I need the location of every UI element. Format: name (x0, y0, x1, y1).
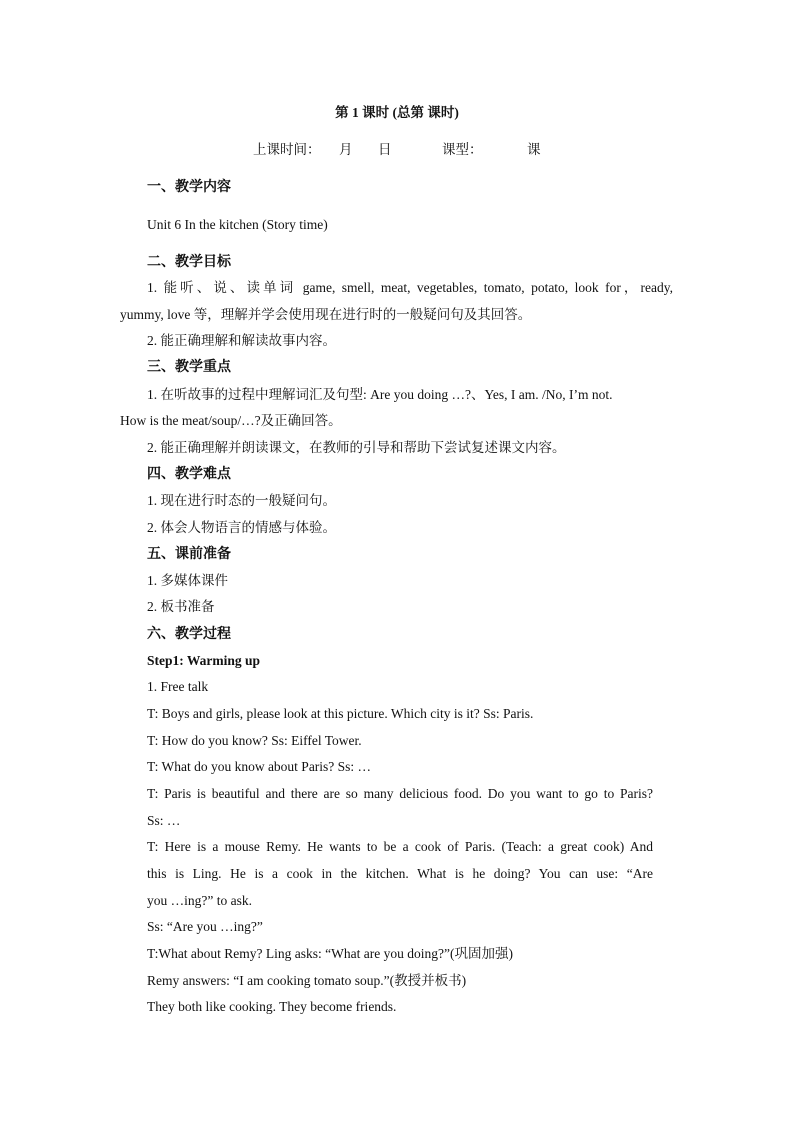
step1-heading: Step1: Warming up (147, 653, 261, 668)
dialogue-line: Remy answers: “I am cooking tomato soup.”(教授并板书) (147, 973, 467, 988)
lesson-type-suffix: 课 (527, 142, 541, 157)
goal-2: 2. 能正确理解和解读故事内容。 (147, 333, 336, 348)
month-label: 月 (339, 142, 353, 157)
key-1-line1: 1. 在听故事的过程中理解词汇及句型: Are you doing …?、Yes, I am. /No, I’m not. (147, 387, 613, 402)
difficulty-2: 2. 体会人物语言的情感与体验。 (147, 520, 336, 535)
section-heading-preparation: 五、课前准备 (147, 546, 231, 562)
section-heading-goals: 二、教学目标 (147, 254, 231, 270)
free-talk-label: 1. Free talk (147, 679, 209, 694)
dialogue-line: They both like cooking. They become friends. (147, 999, 397, 1014)
dialogue-line: T: Paris is beautiful and there are so many delicious food. Do you want to go to Paris? (147, 786, 653, 801)
prep-1: 1. 多媒体课件 (147, 573, 228, 588)
dialogue-line: this is Ling. He is a cook in the kitchen. What is he doing? You can use: “Are (147, 866, 653, 881)
lesson-type-label: 课型： (442, 142, 483, 157)
lesson-title: 第 1 课时 (总第 课时) (335, 105, 459, 120)
difficulty-1: 1. 现在进行时态的一般疑问句。 (147, 493, 336, 508)
section-heading-difficulties: 四、教学难点 (147, 466, 231, 482)
section-heading-process: 六、教学过程 (147, 626, 231, 642)
dialogue-line: T: Here is a mouse Remy. He wants to be a cook of Paris. (Teach: a great cook) And (147, 839, 653, 854)
dialogue-line: you …ing?” to ask. (147, 893, 252, 908)
key-1-line2: How is the meat/soup/…?及正确回答。 (120, 413, 342, 428)
dialogue-line: T:What about Remy? Ling asks: “What are you doing?”(巩固加强) (147, 946, 513, 961)
dialogue-line: Ss: … (147, 813, 181, 828)
section-heading-content: 一、教学内容 (147, 179, 231, 195)
section-heading-key-points: 三、教学重点 (147, 359, 231, 375)
dialogue-line: T: What do you know about Paris? Ss: … (147, 759, 372, 774)
lesson-meta-row (0, 141, 794, 159)
goal-1-line1: 1. 能听、说、读单词 game, smell, meat, vegetables, tomato, potato, look for，ready, (147, 280, 673, 295)
dialogue-line: Ss: “Are you …ing?” (147, 919, 263, 934)
dialogue-line: T: How do you know? Ss: Eiffel Tower. (147, 733, 362, 748)
content-text: Unit 6 In the kitchen (Story time) (147, 217, 328, 232)
class-time-label: 上课时间： (253, 142, 321, 157)
prep-2: 2. 板书准备 (147, 599, 215, 614)
day-label: 日 (378, 142, 392, 157)
key-2: 2. 能正确理解并朗读课文，在教师的引导和帮助下尝试复述课文内容。 (147, 440, 566, 455)
dialogue-line: T: Boys and girls, please look at this picture. Which city is it? Ss: Paris. (147, 706, 534, 721)
goal-1-line2: yummy, love 等，理解并学会使用现在进行时的一般疑问句及其回答。 (120, 307, 532, 322)
